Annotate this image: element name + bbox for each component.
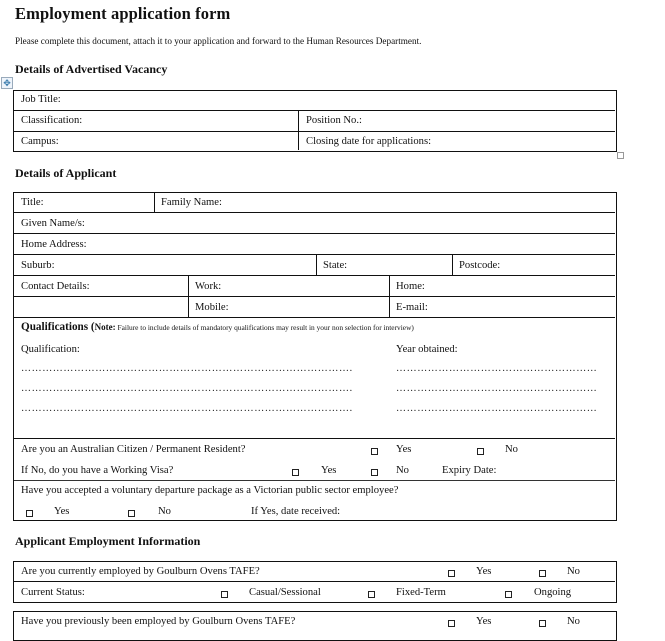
divider <box>389 275 390 317</box>
departure-no-checkbox[interactable] <box>128 510 135 517</box>
divider <box>316 254 317 275</box>
year-line-3[interactable]: ………………………………………………… <box>396 403 598 414</box>
previous-no-checkbox[interactable] <box>539 620 546 627</box>
citizen-no-label: No <box>505 444 518 455</box>
qualification-label: Qualification: <box>21 344 80 355</box>
current-status-label: Current Status: <box>21 587 85 598</box>
given-names-field[interactable]: Given Name/s: <box>21 218 85 229</box>
casual-checkbox[interactable] <box>221 591 228 598</box>
currently-employed-question: Are you currently employed by Goulburn Ovens TAFE? <box>21 566 260 577</box>
vacancy-table <box>13 90 617 152</box>
divider <box>14 317 615 318</box>
divider <box>452 254 453 275</box>
fixed-term-label: Fixed-Term <box>396 587 446 598</box>
previous-yes-label: Yes <box>476 616 492 627</box>
table-resize-handle-icon[interactable] <box>617 152 624 159</box>
current-no-checkbox[interactable] <box>539 570 546 577</box>
applicant-heading: Details of Applicant <box>15 166 117 180</box>
year-line-1[interactable]: ………………………………………………… <box>396 363 598 374</box>
employment-table <box>13 561 617 603</box>
applicant-table <box>13 192 617 521</box>
ongoing-label: Ongoing <box>534 587 572 598</box>
state-field[interactable]: State: <box>323 260 348 271</box>
date-received-field[interactable]: If Yes, date received: <box>251 506 341 517</box>
year-obtained-label: Year obtained: <box>396 344 458 355</box>
contact-details-label: Contact Details: <box>21 281 90 292</box>
qualifications-note: Failure to include details of mandatory qualifications may result in your non selection for interview) <box>115 323 414 332</box>
citizen-yes-label: Yes <box>396 444 412 455</box>
previous-no-label: No <box>567 616 580 627</box>
divider <box>14 275 615 276</box>
qualification-line-1[interactable]: …………………………………………………………………………………. <box>21 363 353 374</box>
departure-yes-checkbox[interactable] <box>26 510 33 517</box>
visa-no-checkbox[interactable] <box>371 469 378 476</box>
title-field[interactable]: Title: <box>21 197 44 208</box>
ongoing-checkbox[interactable] <box>505 591 512 598</box>
family-name-field[interactable]: Family Name: <box>161 197 222 208</box>
divider <box>14 131 615 132</box>
document-title: Employment application form <box>15 4 231 23</box>
divider <box>14 233 615 234</box>
divider <box>14 581 615 582</box>
campus-field[interactable]: Campus: <box>21 136 59 147</box>
qualifications-title: Qualifications ( <box>21 321 95 333</box>
year-line-2[interactable]: ………………………………………………… <box>396 383 598 394</box>
divider <box>14 438 615 439</box>
qualification-line-3[interactable]: …………………………………………………………………………………. <box>21 403 353 414</box>
home-phone-field[interactable]: Home: <box>396 281 425 292</box>
employment-heading: Applicant Employment Information <box>15 534 201 548</box>
closing-date-field[interactable]: Closing date for applications: <box>306 136 432 147</box>
job-title-field[interactable]: Job Title: <box>21 94 61 105</box>
vacancy-heading: Details of Advertised Vacancy <box>15 62 168 76</box>
suburb-field[interactable]: Suburb: <box>21 260 55 271</box>
current-no-label: No <box>567 566 580 577</box>
qualifications-heading <box>21 321 414 333</box>
qualifications-note-label: Note: <box>94 322 116 332</box>
departure-question: Have you accepted a voluntary departure package as a Victorian public sector employee? <box>21 485 399 496</box>
departure-no-label: No <box>158 506 171 517</box>
visa-no-label: No <box>396 465 409 476</box>
visa-yes-checkbox[interactable] <box>292 469 299 476</box>
previously-employed-question: Have you previously been employed by Goulburn Ovens TAFE? <box>21 616 296 627</box>
previous-yes-checkbox[interactable] <box>448 620 455 627</box>
work-phone-field[interactable]: Work: <box>195 281 222 292</box>
qualification-line-2[interactable]: …………………………………………………………………………………. <box>21 383 353 394</box>
visa-question: If No, do you have a Working Visa? <box>21 465 174 476</box>
citizen-question: Are you an Australian Citizen / Permanent Resident? <box>21 444 246 455</box>
divider <box>154 193 155 212</box>
expiry-date-field[interactable]: Expiry Date: <box>442 465 497 476</box>
divider <box>14 480 615 481</box>
home-address-field[interactable]: Home Address: <box>21 239 87 250</box>
current-yes-label: Yes <box>476 566 492 577</box>
postcode-field[interactable]: Postcode: <box>459 260 501 271</box>
divider <box>14 254 615 255</box>
fixed-term-checkbox[interactable] <box>368 591 375 598</box>
email-field[interactable]: E-mail: <box>396 302 428 313</box>
intro-text: Please complete this document, attach it to your application and forward to the Human Resources Department. <box>15 36 422 46</box>
divider <box>298 110 299 150</box>
visa-yes-label: Yes <box>321 465 337 476</box>
divider <box>188 275 189 317</box>
citizen-yes-checkbox[interactable] <box>371 448 378 455</box>
departure-yes-label: Yes <box>54 506 70 517</box>
divider <box>14 296 615 297</box>
current-yes-checkbox[interactable] <box>448 570 455 577</box>
position-no-field[interactable]: Position No.: <box>306 115 362 126</box>
divider <box>14 212 615 213</box>
previous-employment-table <box>13 611 617 641</box>
casual-label: Casual/Sessional <box>249 587 321 598</box>
mobile-field[interactable]: Mobile: <box>195 302 229 313</box>
citizen-no-checkbox[interactable] <box>477 448 484 455</box>
divider <box>14 110 615 111</box>
classification-field[interactable]: Classification: <box>21 115 83 126</box>
table-move-handle-icon[interactable]: ✥ <box>1 77 13 89</box>
